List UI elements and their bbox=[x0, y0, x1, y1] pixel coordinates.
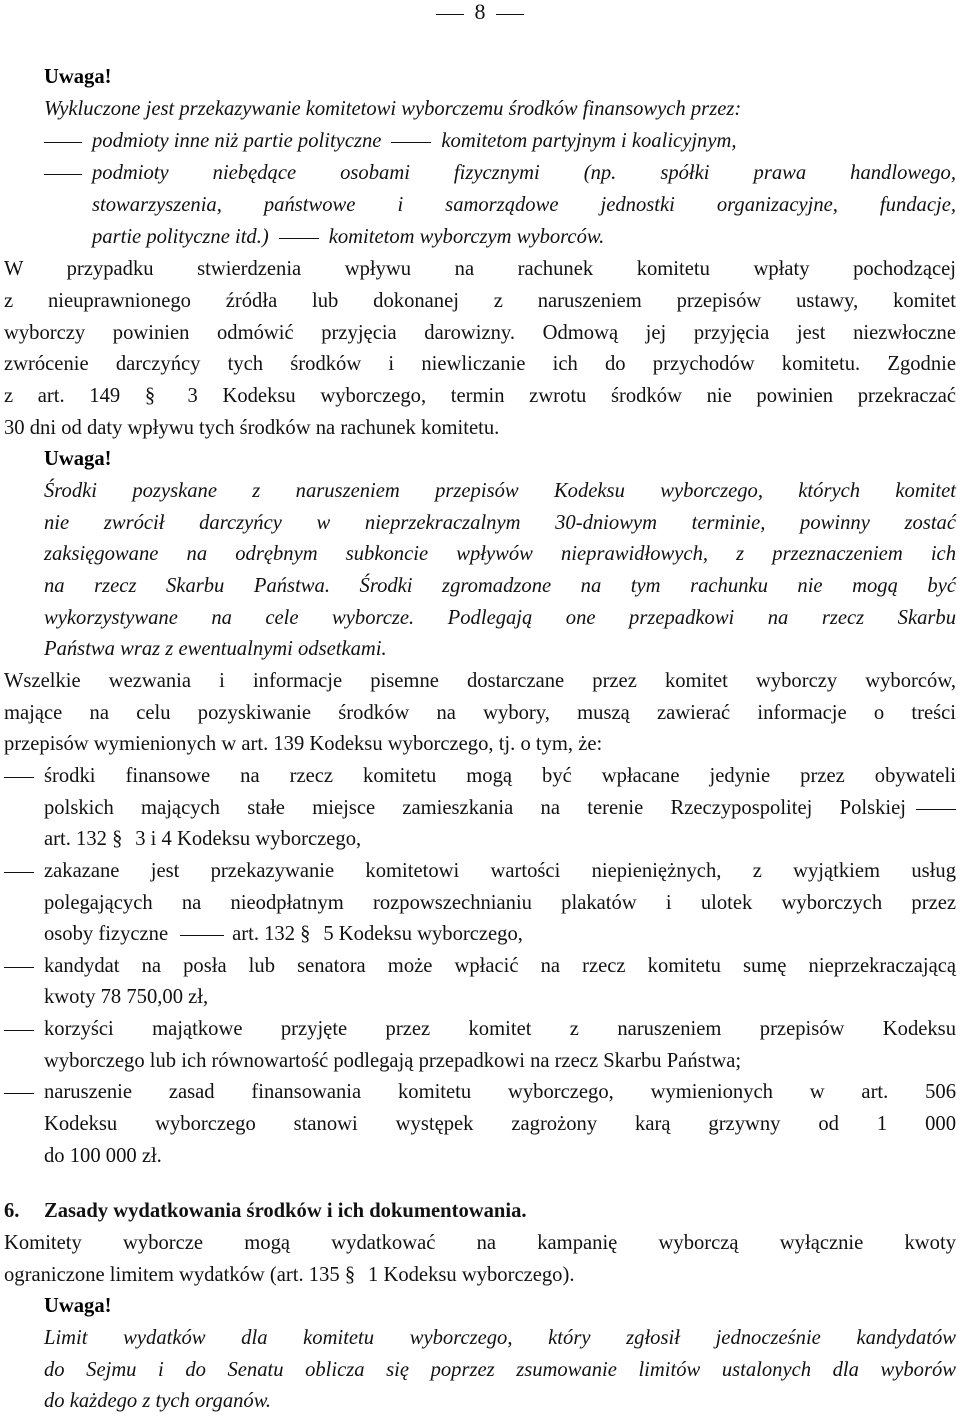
list-item1-line3b: 3 i 4 Kodeksu wyborczego, bbox=[135, 828, 362, 850]
list-item3-line1: kandydat na posła lub senatora może wpłacić na rzecz komitetu sumę nieprzekraczającą bbox=[44, 955, 956, 977]
para1-line5b: 3 Kodeksu wyborczego, termin zwrotu środków nie powinien przekraczać bbox=[187, 385, 956, 407]
note1-item1a: podmioty inne niż partie polityczne bbox=[92, 130, 382, 152]
note1-intro: Wykluczone jest przekazywanie komitetowi wyborczemu środków finansowych przez: bbox=[44, 98, 742, 120]
list-item2-line3b: art. 132 bbox=[232, 923, 296, 945]
section6-title: Zasady wydatkowania środków i ich dokumentowania. bbox=[44, 1200, 527, 1222]
page-number bbox=[440, 0, 520, 25]
note1-heading: Uwaga! bbox=[44, 66, 112, 88]
list-item5-line1: naruszenie zasad finansowania komitetu wyborczego, wymienionych w art. 506 bbox=[44, 1081, 956, 1103]
note1-item1-dash bbox=[44, 142, 82, 143]
note1-item2-line2: stowarzyszenia, państwowe i samorządowe jednostki organizacyjne, fundacje, bbox=[92, 194, 956, 216]
list-item3-dash bbox=[4, 967, 34, 968]
section-sign: § bbox=[144, 385, 156, 407]
para2-line2: mające na celu pozyskiwanie środków na wybory, muszą zawierać informacje o treści bbox=[4, 702, 956, 724]
list-item1-end-dash bbox=[916, 809, 956, 810]
para1-line1: W przypadku stwierdzenia wpływu na rachunek komitetu wpłaty pochodzącej bbox=[4, 258, 956, 280]
list-item1-line3 bbox=[44, 824, 956, 856]
section6-number: 6. bbox=[4, 1200, 20, 1222]
note3-heading: Uwaga! bbox=[44, 1295, 112, 1317]
list-item2-line2: polegających na nieodpłatnym rozpowszechnianiu plakatów i ulotek wyborczych przez bbox=[44, 892, 956, 914]
note2-heading: Uwaga! bbox=[44, 448, 112, 470]
page-number-dash-right bbox=[496, 14, 524, 15]
para1-line4: zwrócenie darczyńcy tych środków i niewliczanie ich do przychodów komitetu. Zgodnie bbox=[4, 353, 956, 375]
list-item2-line3a: osoby fizyczne bbox=[44, 923, 169, 945]
para1-line5 bbox=[4, 381, 956, 413]
note2-line4: na rzecz Skarbu Państwa. Środki zgromadzone na tym rachunku nie mogą być bbox=[44, 575, 956, 597]
note3-line3: do każdego z tych organów. bbox=[44, 1390, 272, 1412]
list-item1-dash bbox=[4, 777, 34, 778]
note1-item2-line3a: partie polityczne itd.) bbox=[92, 226, 269, 248]
list-item2-dash bbox=[4, 872, 34, 873]
list-item5-line3: do 100 000 zł. bbox=[44, 1145, 162, 1167]
note1-item2-line3b: komitetom wyborczym wyborców. bbox=[328, 226, 605, 248]
note3-line1: Limit wydatków dla komitetu wyborczego, który zgłosił jednocześnie kandydatów bbox=[44, 1327, 956, 1349]
list-item2-line3c: 5 Kodeksu wyborczego, bbox=[323, 923, 523, 945]
para2-line1: Wszelkie wezwania i informacje pisemne dostarczane przez komitet wyborczy wyborców, bbox=[4, 670, 956, 692]
note1-item2-mid-dash bbox=[279, 238, 319, 239]
section6-line2b: 1 Kodeksu wyborczego). bbox=[368, 1264, 575, 1286]
list-item2-line3 bbox=[44, 919, 956, 951]
list-item3-line2: kwoty 78 750,00 zł, bbox=[44, 986, 209, 1008]
list-item1-line2-text: polskich mających stałe miejsce zamieszkania na terenie Rzeczypospolitej Polskiej bbox=[44, 797, 906, 819]
section6-line2a: ograniczone limitem wydatków (art. 135 bbox=[4, 1264, 340, 1286]
page-number-dash-left bbox=[436, 14, 464, 15]
section6-line2 bbox=[4, 1260, 956, 1292]
para1-line3: wyborczy powinien odmówić przyjęcia darowizny. Odmową jej przyjęcia jest niezwłoczne bbox=[4, 322, 956, 344]
section6-heading bbox=[4, 1196, 956, 1228]
note2-line6: Państwa wraz z ewentualnymi odsetkami. bbox=[44, 638, 387, 660]
note1-item1b: komitetom partyjnym i koalicyjnym, bbox=[441, 130, 737, 152]
list-item1-line2 bbox=[44, 793, 956, 825]
list-item4-line1: korzyści majątkowe przyjęte przez komitet z naruszeniem przepisów Kodeksu bbox=[44, 1018, 956, 1040]
para1-line5a: z art. 149 bbox=[4, 385, 121, 407]
list-item4-dash bbox=[4, 1030, 34, 1031]
note2-line5: wykorzystywane na cele wyborcze. Podlegają one przepadkowi na rzecz Skarbu bbox=[44, 607, 956, 629]
list-item1-line1: środki finansowe na rzecz komitetu mogą być wpłacane jedynie przez obywateli bbox=[44, 765, 956, 787]
section-sign: § bbox=[344, 1264, 356, 1286]
note2-line1: Środki pozyskane z naruszeniem przepisów Kodeksu wyborczego, których komitet bbox=[44, 480, 956, 502]
list-item5-dash bbox=[4, 1093, 34, 1094]
note1-item2-dash bbox=[44, 174, 82, 175]
note1-item2-line3 bbox=[92, 222, 956, 254]
list-item5-line2: Kodeksu wyborczego stanowi występek zagrożony karą grzywny od 1 000 bbox=[44, 1113, 956, 1135]
note3-line2: do Sejmu i do Senatu oblicza się poprzez zsumowanie limitów ustalonych dla wyborów bbox=[44, 1359, 956, 1381]
para1-line2: z nieuprawnionego źródła lub dokonanej z naruszeniem przepisów ustawy, komitet bbox=[4, 290, 956, 312]
note2-line2: nie zwrócił darczyńcy w nieprzekraczalnym 30-dniowym terminie, powinny zostać bbox=[44, 512, 956, 534]
section6-line1: Komitety wyborcze mogą wydatkować na kampanię wyborczą wyłącznie kwoty bbox=[4, 1232, 956, 1254]
section-sign: § bbox=[112, 828, 123, 850]
list-item2-mid-dash bbox=[180, 935, 224, 936]
page-number-value: 8 bbox=[474, 0, 486, 24]
note1-item2-line1: podmioty niebędące osobami fizycznymi (np. spółki prawa handlowego, bbox=[92, 162, 956, 184]
note1-item1 bbox=[92, 126, 956, 158]
section-sign: § bbox=[300, 923, 311, 945]
note1-item1-mid-dash bbox=[391, 142, 431, 143]
list-item4-line2: wyborczego lub ich równowartość podlegają przepadkowi na rzecz Skarbu Państwa; bbox=[44, 1050, 742, 1072]
list-item2-line1: zakazane jest przekazywanie komitetowi wartości niepieniężnych, z wyjątkiem usług bbox=[44, 860, 956, 882]
para2-line3: przepisów wymienionych w art. 139 Kodeksu wyborczego, tj. o tym, że: bbox=[4, 733, 603, 755]
para1-line6: 30 dni od daty wpływu tych środków na rachunek komitetu. bbox=[4, 417, 500, 439]
list-item1-line3a: art. 132 bbox=[44, 828, 107, 850]
note2-line3: zaksięgowane na odrębnym subkoncie wpływów nieprawidłowych, z przeznaczeniem ich bbox=[44, 543, 956, 565]
